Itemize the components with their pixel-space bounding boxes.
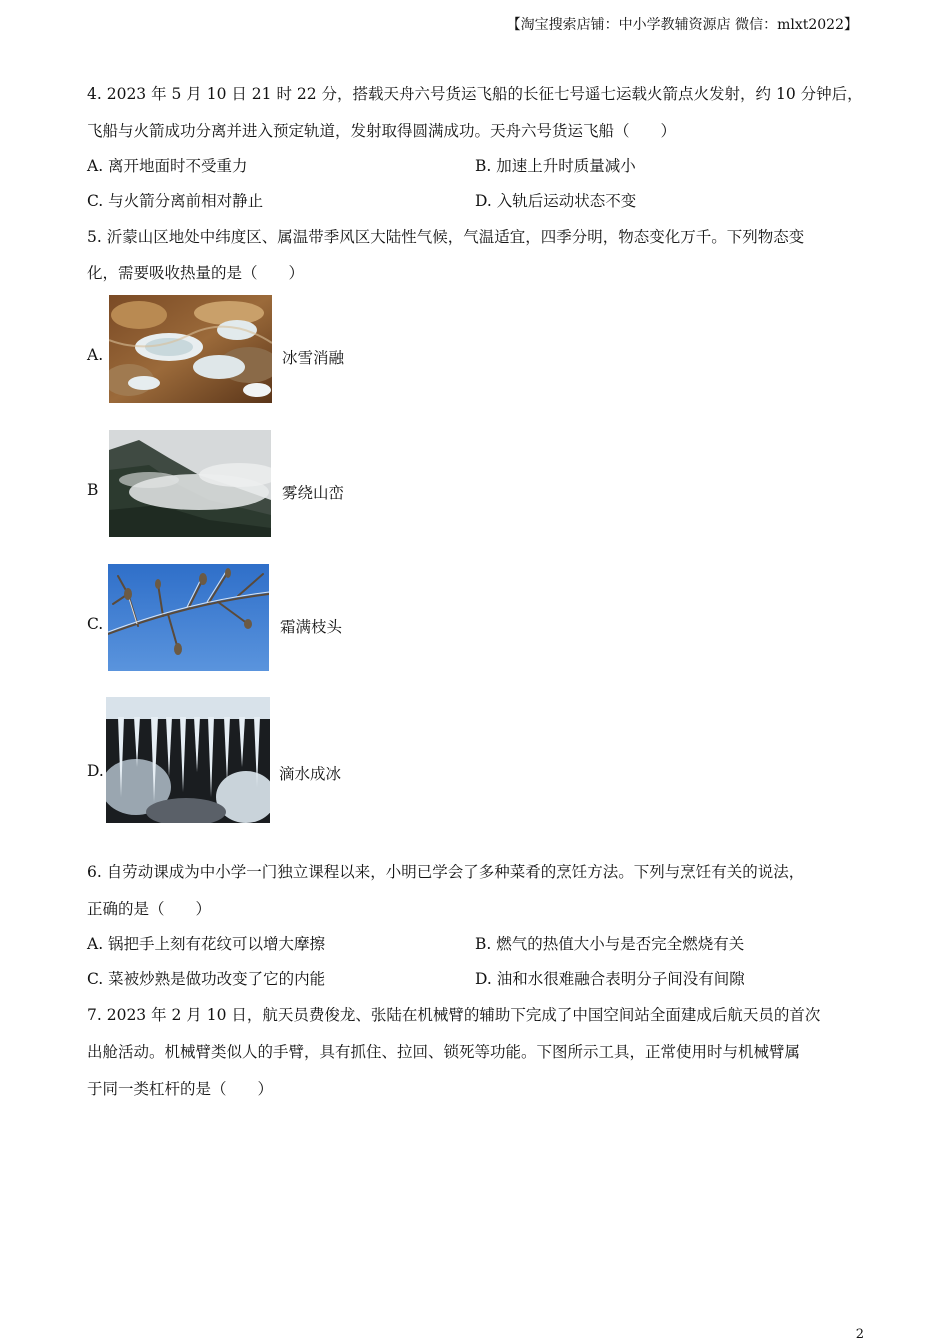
q5-option-a-letter: A. [87,346,104,364]
q4-option-c: C. 与火箭分离前相对静止 [87,192,264,210]
icicles-photo [106,697,270,823]
q6-option-d: D. 油和水很难融合表明分子间没有间隙 [475,970,745,988]
q5-option-d-letter: D. [87,762,104,780]
q5-option-c-letter: C. [87,615,104,633]
q5-option-b-letter: B [87,481,99,499]
q4-line-2: 飞船与火箭成功分离并进入预定轨道，发射取得圆满成功。天舟六号货运飞船（ ） [87,122,677,140]
page-number: 2 [855,1327,864,1342]
q6-option-b: B. 燃气的热值大小与是否完全燃烧有关 [475,935,745,953]
q5-option-a-caption: 冰雪消融 [282,349,345,367]
q4-option-d: D. 入轨后运动状态不变 [475,192,637,210]
q7-line-2: 出舱活动。机械臂类似人的手臂，具有抓住、拉回、锁死等功能。下图所示工具，正常使用时与机械臂属 [87,1043,801,1061]
q6-option-c: C. 菜被炒熟是做功改变了它的内能 [87,970,326,988]
q5-line-2: 化，需要吸收热量的是（ ） [87,264,305,282]
q7-line-1: 7. 2023 年 2 月 10 日，航天员费俊龙、张陆在机械臂的辅助下完成了中国空间站全面建成后航天员的首次 [87,1006,821,1024]
q5-option-b-caption: 雾绕山峦 [282,484,345,502]
q6-line-2: 正确的是（ ） [87,900,212,918]
q6-option-a: A. 锅把手上刻有花纹可以增大摩擦 [87,935,326,953]
page-header: 【淘宝搜索店铺：中小学教辅资源店 微信：mlxt2022】 [506,17,858,33]
q4-option-b: B. 加速上升时质量减小 [475,157,636,175]
q4-line-1: 4. 2023 年 5 月 10 日 21 时 22 分，搭载天舟六号货运飞船的长征七号遥七运载火箭点火发射，约 10 分钟后， [87,85,863,103]
foggy-mountain-photo [109,430,271,537]
q4-option-a: A. 离开地面时不受重力 [87,157,248,175]
q5-option-d-caption: 滴水成冰 [279,765,342,783]
q5-line-1: 5. 沂蒙山区地处中纬度区、属温带季风区大陆性气候，气温适宜，四季分明，物态变化万千。下列物态变 [87,228,805,246]
melting-ice-photo [109,295,272,403]
q7-line-3: 于同一类杠杆的是（ ） [87,1080,274,1098]
q6-line-1: 6. 自劳动课成为中小学一门独立课程以来，小明已学会了多种菜肴的烹饪方法。下列与烹饪有关的说法， [87,863,805,881]
q5-option-c-caption: 霜满枝头 [280,618,343,636]
frosted-branch-photo [108,564,269,671]
